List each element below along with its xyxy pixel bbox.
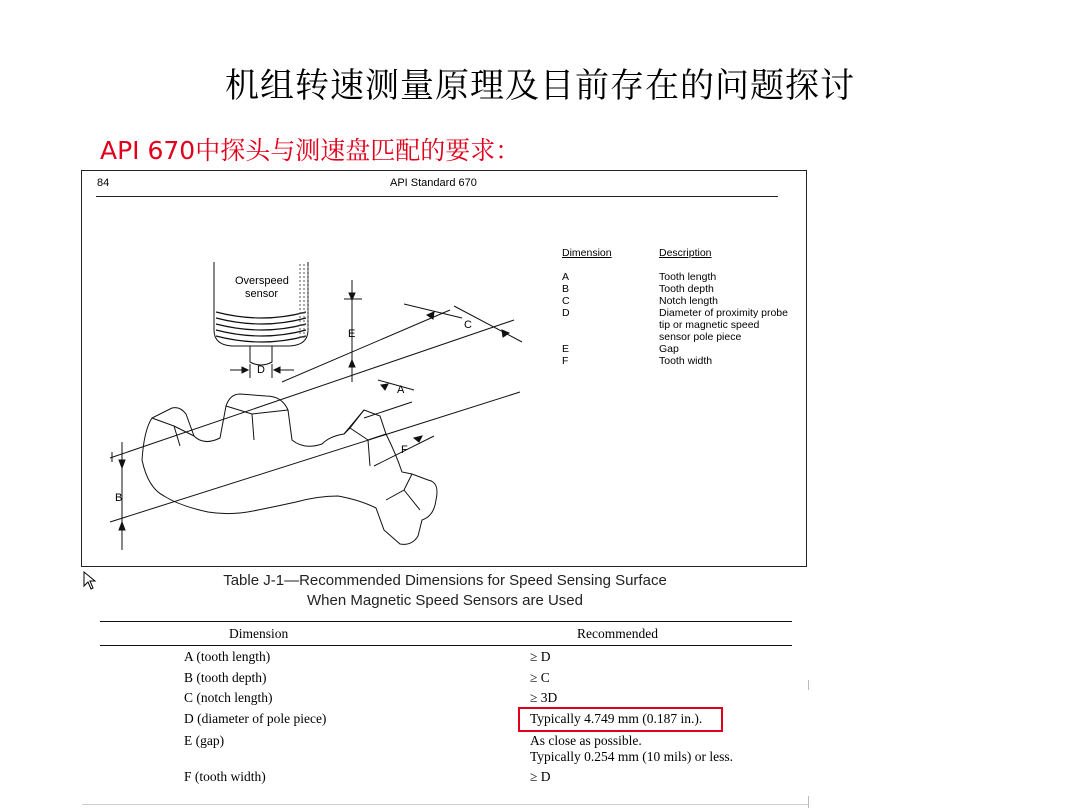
table-cell-dimension: D (diameter of pole piece): [184, 711, 327, 726]
sensor-label-line1: Overspeed: [235, 275, 289, 287]
legend-desc: Notch length: [659, 295, 718, 307]
legend-desc: Tooth depth: [659, 283, 714, 295]
shaft-line-top: [110, 320, 514, 458]
table-cell-dimension: F (tooth width): [184, 769, 266, 784]
sensor-shading: [300, 264, 308, 340]
legend-dim: E: [562, 343, 570, 355]
gear-tooth-4: [386, 474, 420, 510]
pole-piece: [250, 346, 272, 365]
sensor-threads: [216, 312, 306, 342]
slide-title: 机组转速测量原理及目前存在的问题探讨: [225, 66, 855, 106]
mouse-cursor-icon: [82, 570, 98, 592]
table-cell-recommended: ≥ D: [530, 769, 551, 784]
legend-dim: A: [562, 271, 570, 283]
scan-edge-mark: [808, 796, 809, 808]
table-cell-recommended-line2: Typically 0.254 mm (10 mils) or less.: [530, 749, 734, 764]
legend-dimension-col: [562, 247, 652, 367]
label-e: E: [348, 328, 356, 340]
gear-tooth-2: [226, 406, 288, 440]
table-cell-dimension: E (gap): [184, 733, 225, 748]
table-cell-recommended: ≥ D: [530, 649, 551, 664]
legend-description-col: [659, 247, 789, 367]
shaft-line-bottom: [110, 392, 520, 522]
legend-dim: D: [562, 307, 570, 319]
legend-desc: Diameter of proximity probe tip or magnetic speed sensor pole piece: [659, 307, 788, 343]
legend-dim: C: [562, 295, 570, 307]
table-cell-recommended: Typically 4.749 mm (0.187 in.).: [530, 711, 703, 726]
label-a: A: [397, 384, 405, 396]
table-top-rule: [100, 621, 792, 622]
table-cell-dimension: B (tooth depth): [184, 670, 267, 685]
table-cell-recommended: As close as possible.: [530, 733, 642, 748]
page-number: 84: [97, 177, 110, 189]
label-f: F: [401, 444, 408, 456]
table-cell-recommended: ≥ 3D: [530, 690, 558, 705]
legend-dim: B: [562, 283, 570, 295]
table-cell-dimension: A (tooth length): [184, 649, 271, 664]
slide-subtitle: API 670中探头与测速盘匹配的要求：: [100, 136, 521, 165]
gear-outline: [142, 394, 437, 544]
table-header-recommended: Recommended: [577, 626, 658, 641]
legend-description-header: Description: [659, 247, 712, 259]
page-header-rule: [96, 196, 778, 197]
page-header: API Standard 670: [390, 177, 477, 189]
table-header-rule: [100, 645, 792, 646]
table-cell-dimension: C (notch length): [184, 690, 273, 705]
table-cell-recommended: ≥ C: [530, 670, 550, 685]
highlight-box: [518, 707, 723, 732]
table-header-dimension: Dimension: [229, 626, 289, 641]
table-title-line2: When Magnetic Speed Sensors are Used: [307, 592, 583, 609]
legend-desc: Tooth length: [659, 271, 717, 283]
scan-bottom-edge: [82, 804, 808, 805]
label-b: B: [115, 492, 123, 504]
table-title-line1: Table J-1—Recommended Dimensions for Speed Sensing Surface: [223, 572, 667, 589]
legend-desc: Gap: [659, 343, 679, 355]
gear-tooth-3: [344, 410, 386, 466]
label-d: D: [257, 364, 265, 376]
legend-desc: Tooth width: [659, 355, 713, 367]
sensor-label-line2: sensor: [245, 288, 279, 300]
legend-dimension-header: Dimension: [562, 247, 612, 259]
label-c: C: [464, 319, 472, 331]
scan-edge-mark: [808, 680, 809, 690]
legend-dim: F: [562, 355, 569, 367]
